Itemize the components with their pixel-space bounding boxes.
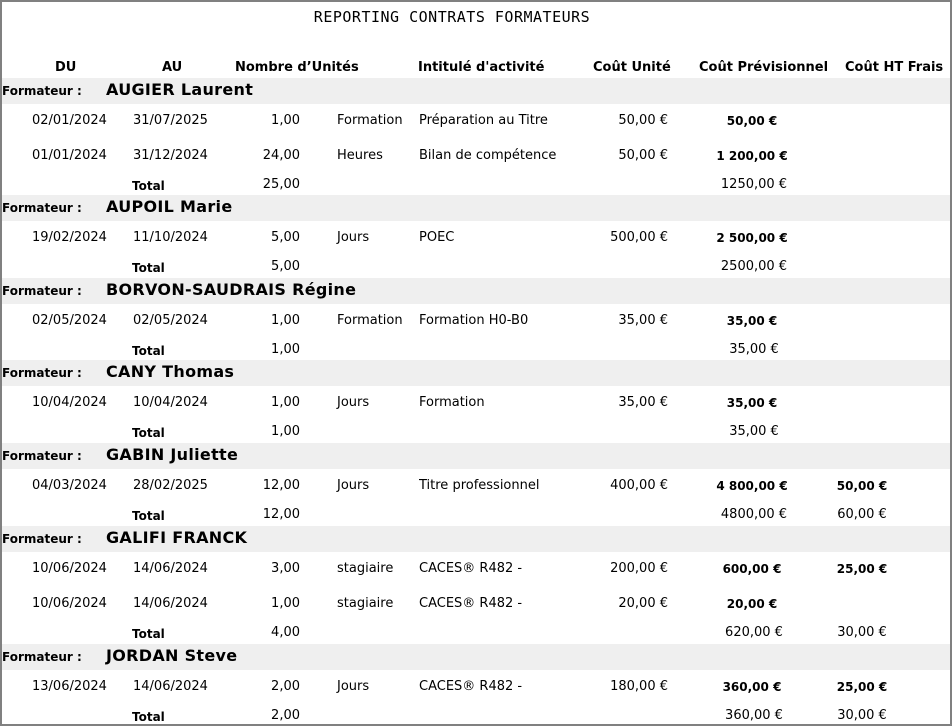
row-cout-unite: 50,00 € — [618, 148, 668, 163]
row-cout-unite: 500,00 € — [610, 230, 668, 245]
row-unite: Formation — [337, 313, 403, 328]
total-cout-ht-frais: 30,00 € — [837, 708, 887, 723]
total-cout-previsionnel: 620,00 € — [725, 625, 783, 640]
row-au: 14/06/2024 — [133, 679, 208, 694]
row-cout-previsionnel: 360,00 € — [722, 680, 782, 694]
formateur-header — [2, 443, 950, 469]
row-unite: Formation — [337, 113, 403, 128]
header-nb-unites: Nombre d’Unités — [235, 60, 359, 75]
row-du: 19/02/2024 — [32, 230, 107, 245]
formateur-name: GABIN Juliette — [106, 445, 239, 464]
row-unite: Heures — [337, 148, 383, 163]
row-unite: Jours — [337, 679, 370, 694]
formateur-label: Formateur : — [2, 532, 82, 546]
row-intitule: Titre professionnel — [419, 478, 540, 493]
row-intitule: Formation — [419, 395, 485, 410]
formateur-label: Formateur : — [2, 449, 82, 463]
total-cout-previsionnel: 35,00 € — [729, 342, 779, 357]
row-cout-previsionnel: 35,00 € — [726, 314, 778, 328]
row-nb-unites: 1,00 — [271, 596, 300, 611]
row-du: 01/01/2024 — [32, 148, 107, 163]
row-du: 13/06/2024 — [32, 679, 107, 694]
row-cout-ht-frais: 25,00 € — [836, 562, 888, 576]
formateur-label: Formateur : — [2, 366, 82, 380]
total-label: Total — [132, 179, 165, 193]
total-nb-unites: 1,00 — [271, 342, 300, 357]
row-au: 31/12/2024 — [133, 148, 208, 163]
row-unite: Jours — [337, 395, 370, 410]
total-cout-previsionnel: 1250,00 € — [720, 177, 788, 192]
total-nb-unites: 5,00 — [271, 259, 300, 274]
total-cout-ht-frais: 60,00 € — [837, 507, 887, 522]
row-intitule: POEC — [419, 230, 455, 245]
total-cout-previsionnel: 4800,00 € — [720, 507, 788, 522]
row-nb-unites: 5,00 — [271, 230, 300, 245]
header-du: DU — [55, 60, 77, 75]
row-cout-unite: 200,00 € — [610, 561, 668, 576]
formateur-name: JORDAN Steve — [106, 646, 238, 665]
row-intitule: CACES® R482 - — [419, 679, 523, 694]
row-cout-unite: 35,00 € — [618, 395, 668, 410]
header-au: AU — [162, 60, 183, 75]
row-intitule: Préparation au Titre — [419, 113, 548, 128]
row-du: 10/06/2024 — [32, 596, 107, 611]
row-unite: Jours — [337, 230, 370, 245]
total-nb-unites: 12,00 — [262, 507, 300, 522]
formateur-header — [2, 644, 950, 670]
row-intitule: CACES® R482 - — [419, 596, 523, 611]
row-au: 31/07/2025 — [133, 113, 208, 128]
total-label: Total — [132, 710, 165, 724]
row-du: 02/05/2024 — [32, 313, 107, 328]
row-intitule: CACES® R482 - — [419, 561, 523, 576]
row-au: 14/06/2024 — [133, 561, 208, 576]
total-label: Total — [132, 627, 165, 641]
row-cout-previsionnel: 600,00 € — [722, 562, 782, 576]
row-au: 28/02/2025 — [133, 478, 208, 493]
header-cout-unite: Coût Unité — [593, 60, 671, 75]
row-nb-unites: 12,00 — [262, 478, 300, 493]
formateur-label: Formateur : — [2, 650, 82, 664]
total-label: Total — [132, 344, 165, 358]
total-nb-unites: 25,00 — [262, 177, 300, 192]
row-cout-previsionnel: 50,00 € — [726, 114, 778, 128]
row-du: 10/04/2024 — [32, 395, 107, 410]
row-nb-unites: 24,00 — [262, 148, 300, 163]
row-nb-unites: 1,00 — [271, 113, 300, 128]
header-cout-ht-frais: Coût HT Frais — [845, 60, 944, 75]
row-nb-unites: 1,00 — [271, 313, 300, 328]
row-unite: stagiaire — [337, 561, 394, 576]
row-du: 04/03/2024 — [32, 478, 107, 493]
formateur-header — [2, 78, 950, 104]
row-unite: Jours — [337, 478, 370, 493]
total-label: Total — [132, 261, 165, 275]
total-label: Total — [132, 509, 165, 523]
row-cout-previsionnel: 2 500,00 € — [716, 231, 788, 245]
report-title: REPORTING CONTRATS FORMATEURS — [313, 8, 591, 26]
row-cout-unite: 35,00 € — [618, 313, 668, 328]
formateur-name: BORVON-SAUDRAIS Régine — [106, 280, 357, 299]
row-cout-previsionnel: 4 800,00 € — [716, 479, 788, 493]
row-intitule: Bilan de compétence — [419, 148, 557, 163]
formateur-name: AUGIER Laurent — [106, 80, 254, 99]
row-nb-unites: 1,00 — [271, 395, 300, 410]
row-au: 02/05/2024 — [133, 313, 208, 328]
total-cout-ht-frais: 30,00 € — [837, 625, 887, 640]
row-cout-unite: 50,00 € — [618, 113, 668, 128]
formateur-header — [2, 278, 950, 304]
formateur-label: Formateur : — [2, 284, 82, 298]
total-cout-previsionnel: 35,00 € — [729, 424, 779, 439]
formateur-header — [2, 195, 950, 221]
row-cout-previsionnel: 20,00 € — [726, 597, 778, 611]
row-nb-unites: 2,00 — [271, 679, 300, 694]
row-cout-unite: 400,00 € — [610, 478, 668, 493]
formateur-name: CANY Thomas — [106, 362, 235, 381]
row-nb-unites: 3,00 — [271, 561, 300, 576]
row-du: 10/06/2024 — [32, 561, 107, 576]
formateur-label: Formateur : — [2, 84, 82, 98]
total-nb-unites: 4,00 — [271, 625, 300, 640]
row-cout-unite: 20,00 € — [618, 596, 668, 611]
row-du: 02/01/2024 — [32, 113, 107, 128]
formateur-header — [2, 526, 950, 552]
formateur-header — [2, 360, 950, 386]
row-au: 11/10/2024 — [133, 230, 208, 245]
row-intitule: Formation H0-B0 — [419, 313, 529, 328]
row-cout-previsionnel: 35,00 € — [726, 396, 778, 410]
row-cout-unite: 180,00 € — [610, 679, 668, 694]
total-nb-unites: 1,00 — [271, 424, 300, 439]
row-au: 10/04/2024 — [133, 395, 208, 410]
total-cout-previsionnel: 2500,00 € — [720, 259, 788, 274]
total-label: Total — [132, 426, 165, 440]
row-cout-ht-frais: 50,00 € — [836, 479, 888, 493]
row-au: 14/06/2024 — [133, 596, 208, 611]
header-intitule: Intitulé d'activité — [418, 60, 545, 75]
row-cout-ht-frais: 25,00 € — [836, 680, 888, 694]
total-cout-previsionnel: 360,00 € — [725, 708, 783, 723]
row-cout-previsionnel: 1 200,00 € — [716, 149, 788, 163]
row-unite: stagiaire — [337, 596, 394, 611]
formateur-name: GALIFI FRANCK — [106, 528, 248, 547]
header-cout-previsionnel: Coût Prévisionnel — [699, 60, 829, 75]
formateur-label: Formateur : — [2, 201, 82, 215]
formateur-name: AUPOIL Marie — [106, 197, 233, 216]
total-nb-unites: 2,00 — [271, 708, 300, 723]
